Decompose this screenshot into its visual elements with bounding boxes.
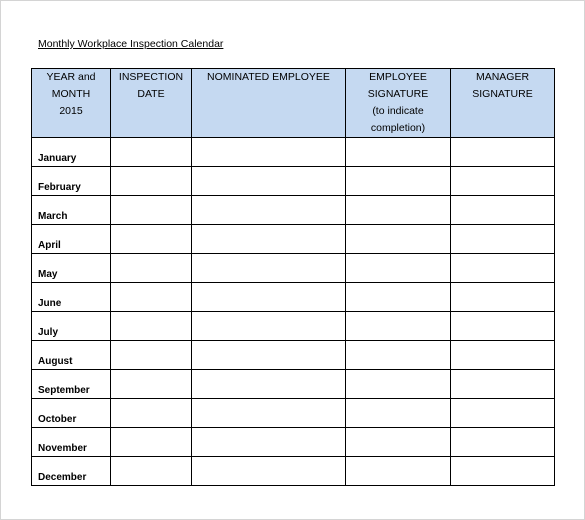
month-cell: September <box>32 370 111 399</box>
header-line: (to indicate <box>372 105 424 117</box>
table-row <box>32 428 555 457</box>
nominated-employee-cell[interactable] <box>192 167 346 196</box>
nominated-employee-cell[interactable] <box>192 196 346 225</box>
inspection-date-cell[interactable] <box>111 225 192 254</box>
month-cell: January <box>32 138 111 167</box>
manager-signature-cell[interactable] <box>451 457 555 486</box>
employee-signature-cell[interactable] <box>346 341 451 370</box>
inspection-date-cell[interactable] <box>111 399 192 428</box>
manager-signature-cell[interactable] <box>451 196 555 225</box>
month-cell: November <box>32 428 111 457</box>
inspection-date-cell[interactable] <box>111 167 192 196</box>
nominated-employee-cell[interactable] <box>192 225 346 254</box>
employee-signature-cell[interactable] <box>346 312 451 341</box>
header-row <box>32 69 555 138</box>
inspection-date-cell[interactable] <box>111 457 192 486</box>
table-row <box>32 312 555 341</box>
manager-signature-cell[interactable] <box>451 167 555 196</box>
table-row <box>32 457 555 486</box>
table-body <box>32 138 555 486</box>
table-row <box>32 167 555 196</box>
month-cell: August <box>32 341 111 370</box>
nominated-employee-cell[interactable] <box>192 312 346 341</box>
header-line: SIGNATURE <box>367 88 429 100</box>
month-cell: July <box>32 312 111 341</box>
employee-signature-cell[interactable] <box>346 254 451 283</box>
nominated-employee-cell[interactable] <box>192 138 346 167</box>
manager-signature-cell[interactable] <box>451 138 555 167</box>
header-line: EMPLOYEE <box>369 71 427 83</box>
table-row <box>32 138 555 167</box>
manager-signature-cell[interactable] <box>451 225 555 254</box>
header-line: INSPECTION <box>118 71 184 83</box>
nominated-employee-cell[interactable] <box>192 457 346 486</box>
month-cell: May <box>32 254 111 283</box>
employee-signature-cell[interactable] <box>346 138 451 167</box>
table-header <box>32 69 555 138</box>
header-nominated-employee <box>192 69 346 138</box>
inspection-calendar-table <box>31 68 555 486</box>
manager-signature-cell[interactable] <box>451 312 555 341</box>
header-line: YEAR and <box>46 71 96 83</box>
employee-signature-cell[interactable] <box>346 196 451 225</box>
inspection-date-cell[interactable] <box>111 138 192 167</box>
employee-signature-cell[interactable] <box>346 457 451 486</box>
table-row <box>32 225 555 254</box>
manager-signature-cell[interactable] <box>451 428 555 457</box>
employee-signature-cell[interactable] <box>346 167 451 196</box>
manager-signature-cell[interactable] <box>451 283 555 312</box>
inspection-date-cell[interactable] <box>111 283 192 312</box>
employee-signature-cell[interactable] <box>346 225 451 254</box>
employee-signature-cell[interactable] <box>346 399 451 428</box>
header-line: DATE <box>137 88 165 100</box>
month-cell: February <box>32 167 111 196</box>
nominated-employee-cell[interactable] <box>192 399 346 428</box>
table-row <box>32 283 555 312</box>
inspection-date-cell[interactable] <box>111 341 192 370</box>
nominated-employee-cell[interactable] <box>192 428 346 457</box>
employee-signature-cell[interactable] <box>346 283 451 312</box>
inspection-date-cell[interactable] <box>111 370 192 399</box>
header-line: completion) <box>370 122 426 134</box>
header-line: MANAGER <box>475 71 530 83</box>
header-line: NOMINATED EMPLOYEE <box>207 71 330 83</box>
header-employee-signature <box>346 69 451 138</box>
header-line: 2015 <box>59 105 83 117</box>
table-row <box>32 370 555 399</box>
table-row <box>32 341 555 370</box>
manager-signature-cell[interactable] <box>451 341 555 370</box>
inspection-date-cell[interactable] <box>111 428 192 457</box>
header-inspection-date <box>111 69 192 138</box>
table-row <box>32 196 555 225</box>
manager-signature-cell[interactable] <box>451 370 555 399</box>
nominated-employee-cell[interactable] <box>192 254 346 283</box>
inspection-date-cell[interactable] <box>111 254 192 283</box>
table-row <box>32 399 555 428</box>
nominated-employee-cell[interactable] <box>192 283 346 312</box>
inspection-date-cell[interactable] <box>111 312 192 341</box>
header-line: SIGNATURE <box>472 88 533 100</box>
nominated-employee-cell[interactable] <box>192 341 346 370</box>
month-cell: June <box>32 283 111 312</box>
manager-signature-cell[interactable] <box>451 399 555 428</box>
header-line: MONTH <box>51 88 91 100</box>
header-manager-signature <box>451 69 555 138</box>
header-year-month <box>32 69 111 138</box>
inspection-date-cell[interactable] <box>111 196 192 225</box>
employee-signature-cell[interactable] <box>346 370 451 399</box>
month-cell: April <box>32 225 111 254</box>
nominated-employee-cell[interactable] <box>192 370 346 399</box>
table-row <box>32 254 555 283</box>
document-title: Monthly Workplace Inspection Calendar <box>38 38 224 50</box>
month-cell: December <box>32 457 111 486</box>
employee-signature-cell[interactable] <box>346 428 451 457</box>
manager-signature-cell[interactable] <box>451 254 555 283</box>
month-cell: October <box>32 399 111 428</box>
month-cell: March <box>32 196 111 225</box>
